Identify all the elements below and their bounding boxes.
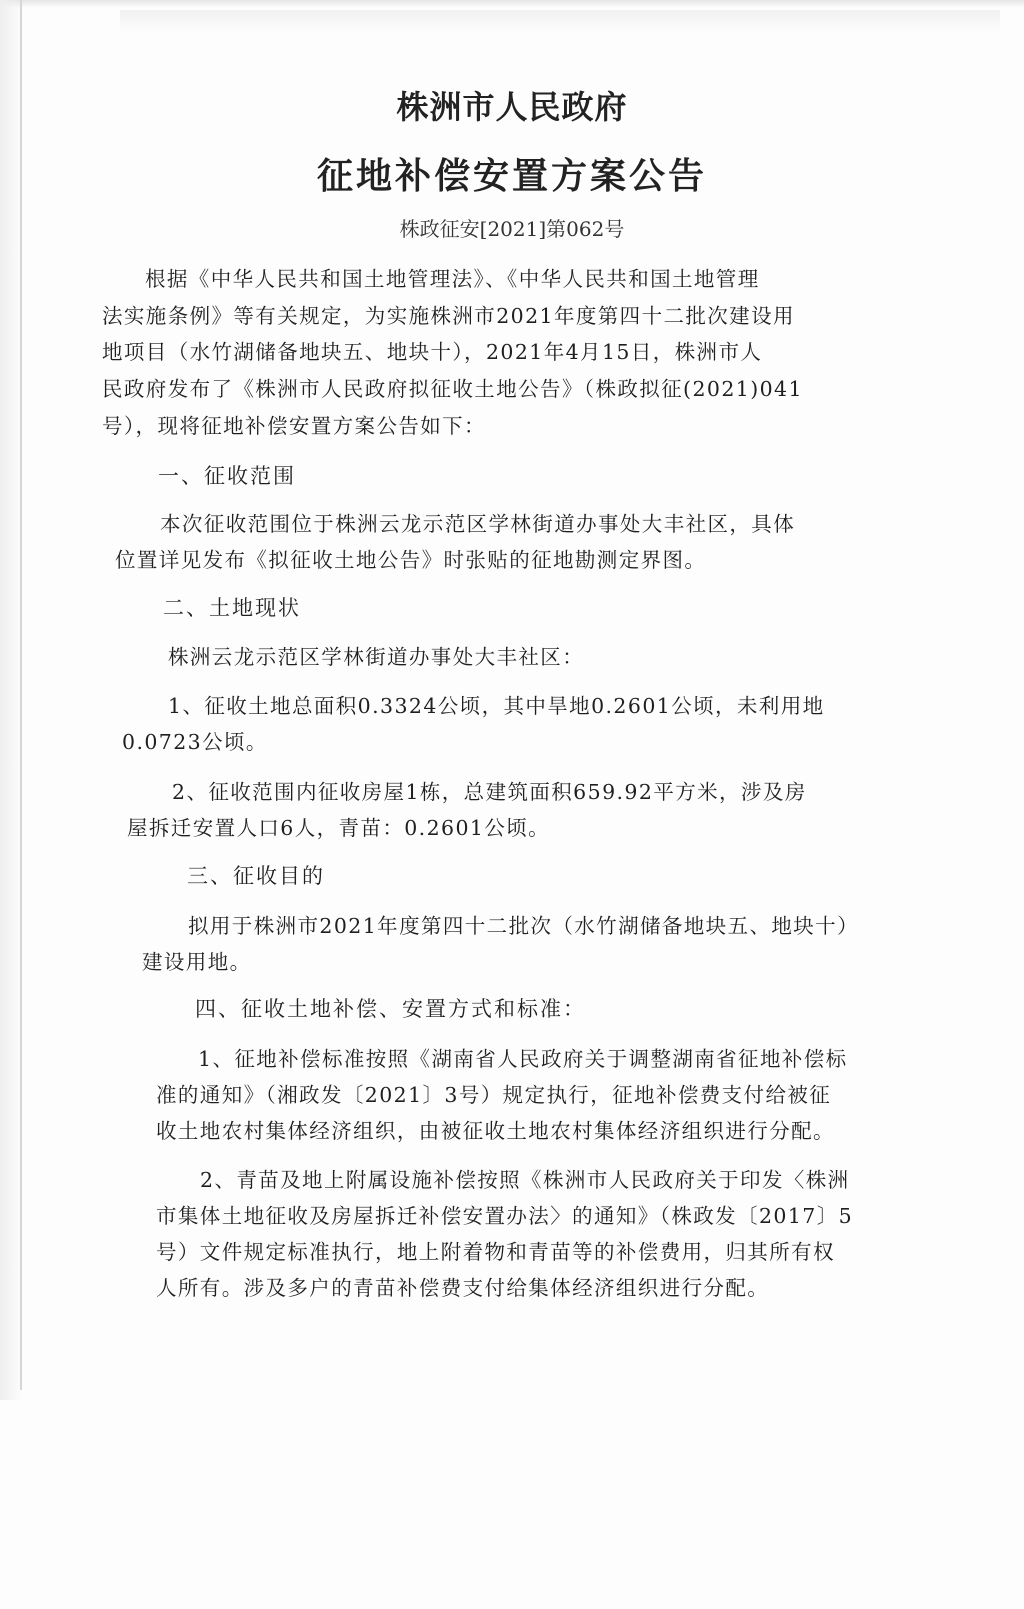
section2-item2-line: 屋拆迁安置人口6人，青苗：0.2601公顷。 (127, 816, 551, 840)
intro-line: 民政府发布了《株洲市人民政府拟征收土地公告》（株政拟征(2021)041 (102, 377, 803, 401)
scan-edge-top (0, 0, 1024, 8)
scan-line (20, 0, 22, 1390)
section1-line: 本次征收范围位于株洲云龙示范区学林街道办事处大丰社区，具体 (160, 512, 796, 536)
section1-heading: 一、征收范围 (158, 464, 296, 488)
section2-item1-line: 0.0723公顷。 (122, 730, 268, 754)
section4-item2-line: 号）文件规定标准执行，地上附着物和青苗等的补偿费用，归其所有权 (156, 1240, 835, 1264)
section4-item1-line: 准的通知》（湘政发〔2021〕3号）规定执行，征地补偿费支付给被征 (156, 1083, 832, 1107)
intro-line: 号），现将征地补偿安置方案公告如下： (102, 414, 486, 438)
section3-line: 建设用地。 (142, 950, 252, 974)
intro-line: 地项目（水竹湖储备地块五、地块十），2021年4月15日，株洲市人 (102, 340, 763, 364)
scan-smudge (120, 10, 1000, 32)
intro-line: 根据《中华人民共和国土地管理法》、《中华人民共和国土地管理 (145, 267, 760, 291)
section2-item1-line: 1、征收土地总面积0.3324公顷，其中旱地0.2601公顷，未利用地 (168, 694, 825, 718)
section1-line: 位置详见发布《拟征收土地公告》时张贴的征地勘测定界图。 (115, 548, 707, 572)
section2-item2-line: 2、征收范围内征收房屋1栋，总建筑面积659.92平方米，涉及房 (172, 780, 807, 804)
section4-heading: 四、征收土地补偿、安置方式和标准： (195, 997, 586, 1021)
intro-line: 法实施条例》等有关规定，为实施株洲市2021年度第四十二批次建设用 (102, 304, 795, 328)
section4-item1-line: 收土地农村集体经济组织，由被征收土地农村集体经济组织进行分配。 (156, 1119, 835, 1143)
section4-item2-line: 人所有。涉及多户的青苗补偿费支付给集体经济组织进行分配。 (156, 1276, 770, 1300)
section3-heading: 三、征收目的 (187, 864, 325, 888)
section2-location: 株洲云龙示范区学林街道办事处大丰社区： (168, 645, 585, 669)
section3-line: 拟用于株洲市2021年度第四十二批次（水竹湖储备地块五、地块十） (188, 914, 859, 938)
scan-edge-left (0, 0, 22, 1400)
section4-item2-line: 2、青苗及地上附属设施补偿按照《株洲市人民政府关于印发〈株洲 (200, 1168, 850, 1192)
issuer-title: 株洲市人民政府 (396, 88, 628, 126)
section2-heading: 二、土地现状 (163, 596, 301, 620)
notice-title: 征地补偿安置方案公告 (316, 156, 707, 197)
document-number: 株政征安[2021]第062号 (399, 217, 625, 241)
section4-item2-line: 市集体土地征收及房屋拆迁补偿安置办法〉的通知》（株政发〔2017〕5 (156, 1204, 854, 1228)
section4-item1-line: 1、征地补偿标准按照《湖南省人民政府关于调整湖南省征地补偿标 (198, 1047, 848, 1071)
